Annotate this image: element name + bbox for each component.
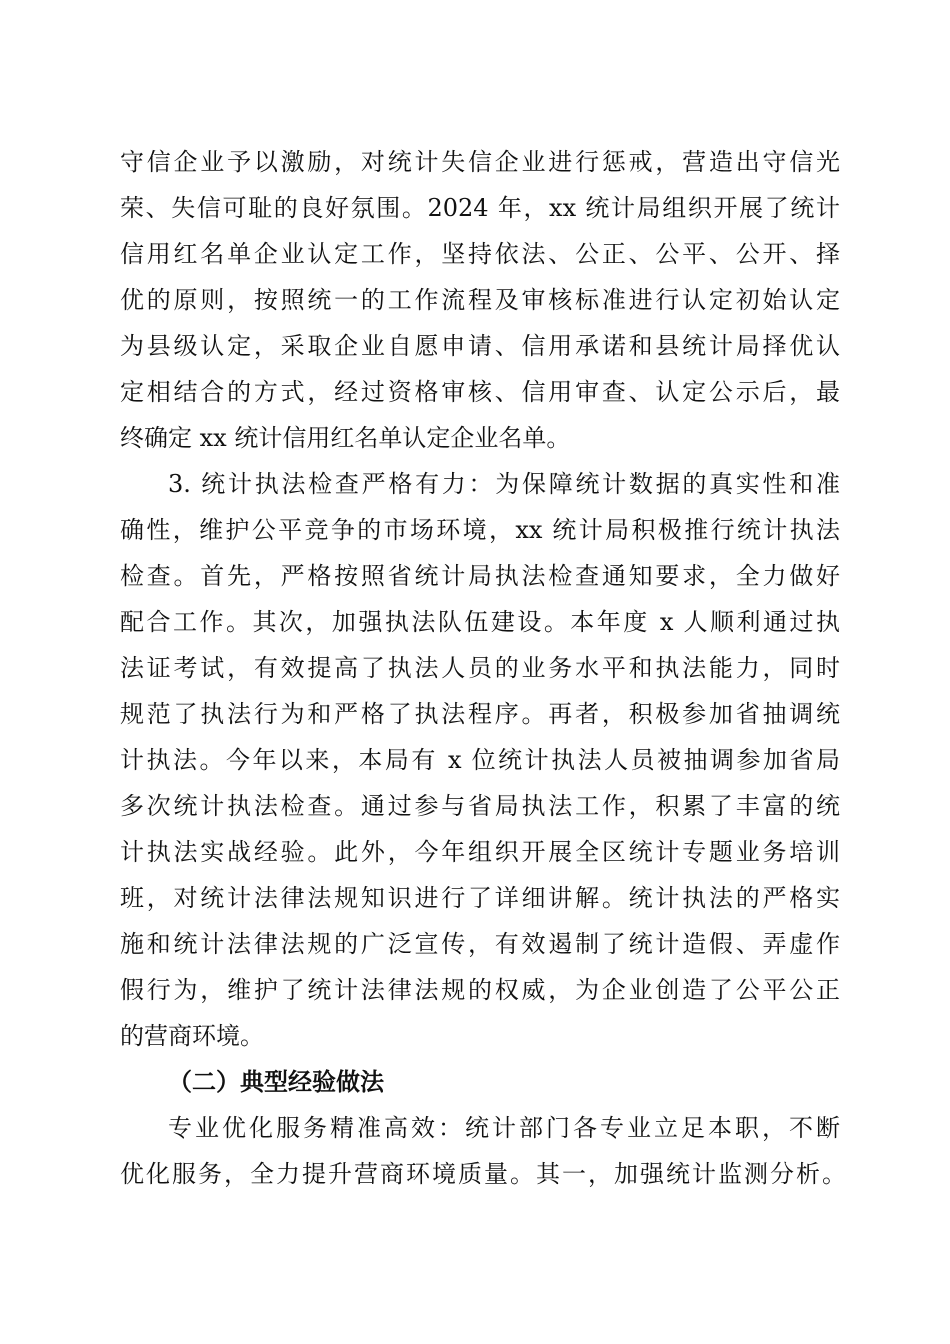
text-line: 班，对统计法律法规知识进行了详细讲解。统计执法的严格实 bbox=[120, 884, 840, 912]
text-line: 确性，维护公平竞争的市场环境，xx 统计局积极推行统计执法 bbox=[120, 516, 840, 544]
text-line: 计执法实战经验。此外，今年组织开展全区统计专题业务培训 bbox=[120, 838, 840, 866]
text-line: 荣、失信可耻的良好氛围。2024 年，xx 统计局组织开展了统计 bbox=[120, 194, 840, 222]
text-line: 配合工作。其次，加强执法队伍建设。本年度 x 人顺利通过执 bbox=[120, 608, 840, 636]
text-line: 假行为，维护了统计法律法规的权威，为企业创造了公平公正 bbox=[120, 976, 840, 1004]
text-line: 终确定 xx 统计信用红名单认定企业名单。 bbox=[120, 424, 571, 452]
text-line: 优的原则，按照统一的工作流程及审核标准进行认定初始认定 bbox=[120, 286, 840, 314]
text-line: 信用红名单企业认定工作，坚持依法、公正、公平、公开、择 bbox=[120, 240, 840, 268]
text-line: 的营商环境。 bbox=[120, 1022, 264, 1050]
text-line: 施和统计法律法规的广泛宣传，有效遏制了统计造假、弄虚作 bbox=[120, 930, 840, 958]
section-heading: （二）典型经验做法 bbox=[168, 1067, 384, 1096]
text-line: 定相结合的方式，经过资格审核、信用审查、认定公示后，最 bbox=[120, 378, 840, 406]
text-line: 规范了执法行为和严格了执法程序。再者，积极参加省抽调统 bbox=[120, 700, 840, 728]
text-line: 法证考试，有效提高了执法人员的业务水平和执法能力，同时 bbox=[120, 654, 840, 682]
text-line: 守信企业予以激励，对统计失信企业进行惩戒，营造出守信光 bbox=[120, 148, 840, 176]
text-line: 3. 统计执法检查严格有力：为保障统计数据的真实性和准 bbox=[168, 470, 840, 498]
text-line: 专业优化服务精准高效：统计部门各专业立足本职，不断 bbox=[168, 1114, 840, 1142]
text-line: 检查。首先，严格按照省统计局执法检查通知要求，全力做好 bbox=[120, 562, 840, 590]
text-line: 优化服务，全力提升营商环境质量。其一，加强统计监测分析。 bbox=[120, 1160, 846, 1188]
text-line: 多次统计执法检查。通过参与省局执法工作，积累了丰富的统 bbox=[120, 792, 840, 820]
text-line: 为县级认定，采取企业自愿申请、信用承诺和县统计局择优认 bbox=[120, 332, 840, 360]
text-line: 计执法。今年以来，本局有 x 位统计执法人员被抽调参加省局 bbox=[120, 746, 840, 774]
